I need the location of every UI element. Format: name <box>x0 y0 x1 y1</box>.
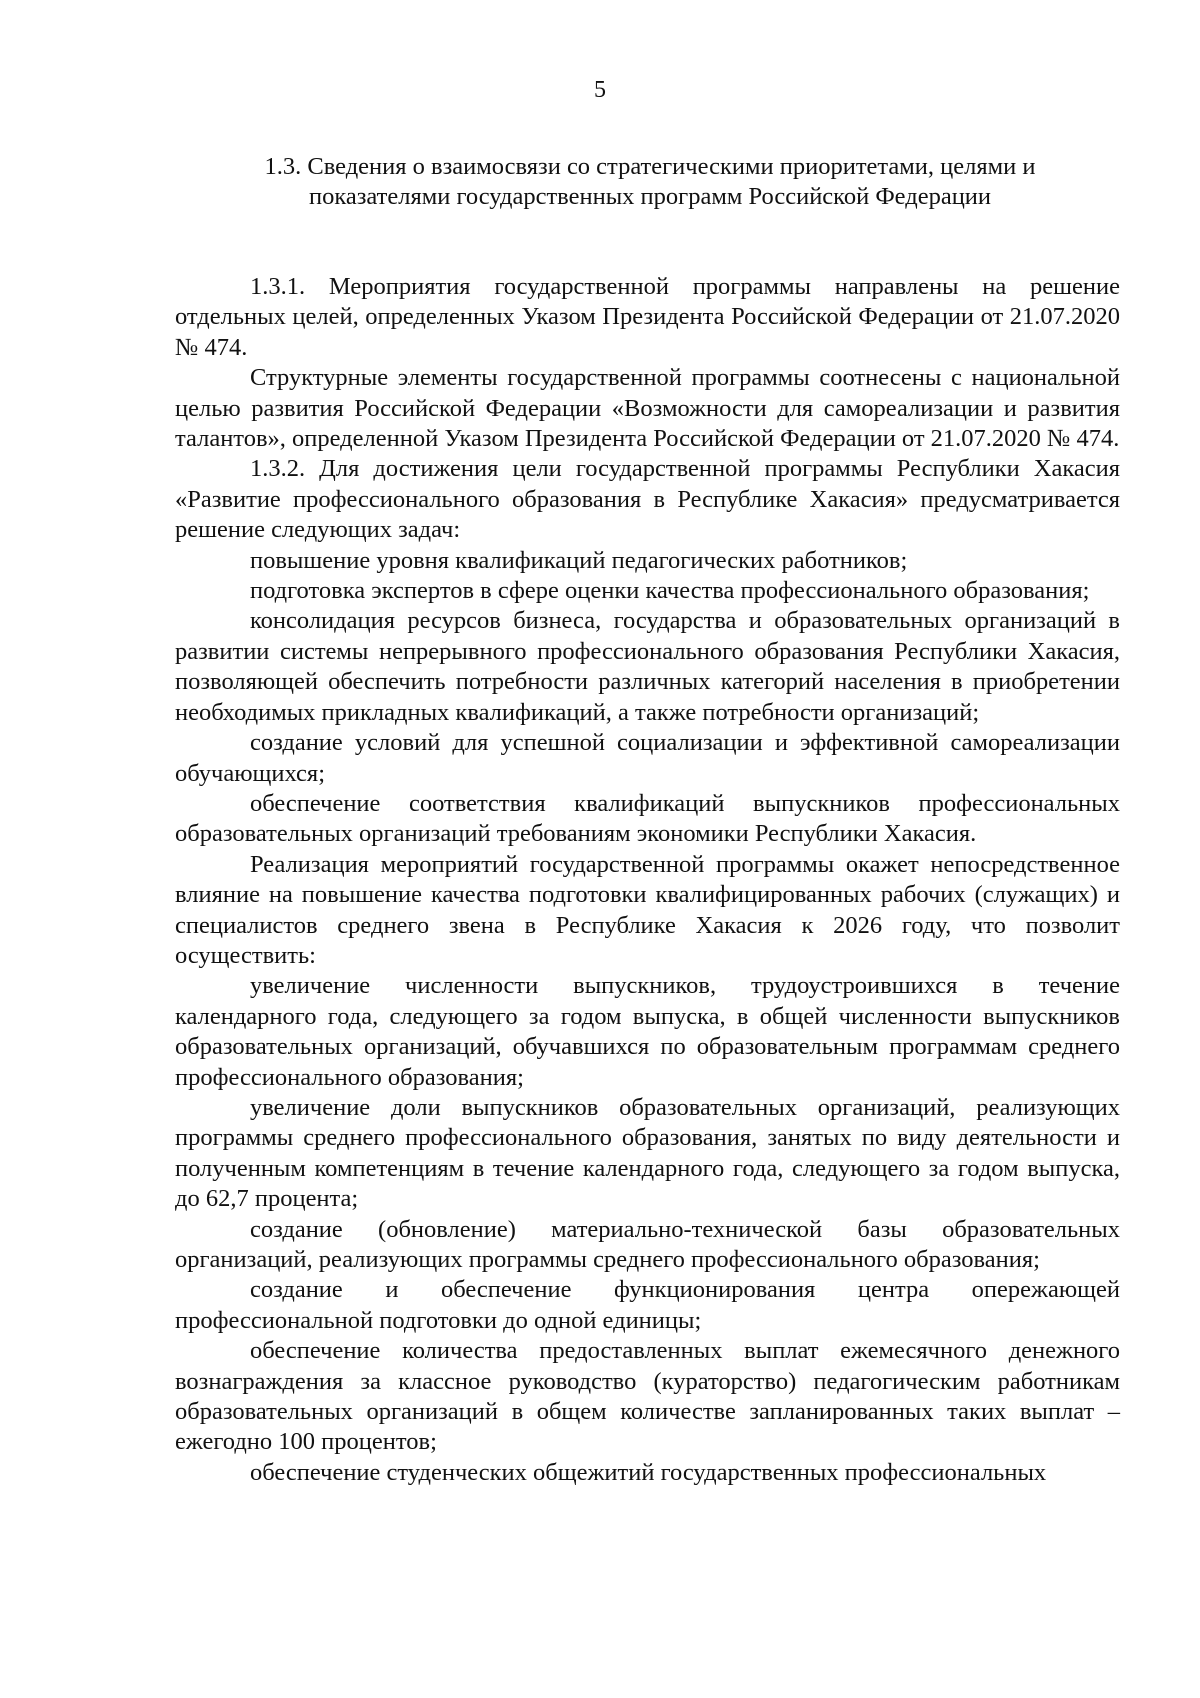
paragraph-implementation: Реализация мероприятий государственной программы окажет непосредственное влияние на повышение качества подготовки квалифицированных рабочих (служащих) и специалистов среднего звена в Республике Хакасия к 2026 году, что позволит осуществить: <box>175 850 1120 969</box>
list-item-result-3: создание (обновление) материально-технической базы образовательных организаций, реализующих программы среднего профессионального образования; <box>175 1215 1120 1273</box>
list-item-task-4: создание условий для успешной социализации и эффективной самореализации обучающихся; <box>175 729 1120 787</box>
list-item-result-6: обеспечение студенческих общежитий государственных профессиональных <box>250 1458 1047 1486</box>
body-text <box>175 272 1120 1488</box>
section-heading <box>175 152 1125 212</box>
section-heading-line-1: 1.3. Сведения о взаимосвязи со стратегическими приоритетами, целями и <box>264 153 1036 180</box>
list-item-task-2: подготовка экспертов в сфере оценки качества профессионального образования; <box>250 577 1090 605</box>
list-item-task-1: повышение уровня квалификаций педагогических работников; <box>250 546 908 574</box>
list-item-result-5: обеспечение количества предоставленных выплат ежемесячного денежного вознаграждения за классное руководство (кураторство) педагогическим работникам образовательных организаций в общем количестве запланированных таких выплат – ежегодно 100 процентов; <box>175 1337 1120 1456</box>
paragraph-1-3-1: 1.3.1. Мероприятия государственной программы направлены на решение отдельных целей, определенных Указом Президента Российской Федерации от 21.07.2020 № 474. <box>175 273 1120 361</box>
list-item-task-5: обеспечение соответствия квалификаций выпускников профессиональных образовательных организаций требованиям экономики Республики Хакасия. <box>175 789 1120 848</box>
section-heading-line-2: показателями государственных программ Российской Федерации <box>308 183 992 210</box>
list-item-result-1: увеличение численности выпускников, трудоустроившихся в течение календарного года, следующего за годом выпуска, в общей численности выпускников образовательных организаций, обучавшихся по образовательным программам среднего профессионального образования; <box>175 972 1120 1091</box>
page-number: 5 <box>594 77 606 103</box>
paragraph-structural-elements: Структурные элементы государственной программы соотнесены с национальной целью развития Российской Федерации «Возможности для самореализации и развития талантов», определенной Указом Президента Российской Федерации от 21.07.2020 № 474. <box>175 364 1120 453</box>
list-item-task-3: консолидация ресурсов бизнеса, государства и образовательных организаций в развитии системы непрерывного профессионального образования Республики Хакасия, позволяющей обеспечить потребности различных категорий населения в приобретении необходимых прикладных квалификаций, а также потребности организаций; <box>175 607 1120 726</box>
list-item-result-4: создание и обеспечение функционирования центра опережающей профессиональной подготовки до одной единицы; <box>175 1276 1120 1334</box>
list-item-result-2: увеличение доли выпускников образовательных организаций, реализующих программы среднего профессионального образования, занятых по виду деятельности и полученным компетенциям в течение календарного года, следующего за годом выпуска, до 62,7 процента; <box>175 1093 1120 1213</box>
paragraph-1-3-2: 1.3.2. Для достижения цели государственной программы Республики Хакасия «Развитие профессионального образования в Республике Хакасия» предусматривается решение следующих задач: <box>175 455 1120 544</box>
